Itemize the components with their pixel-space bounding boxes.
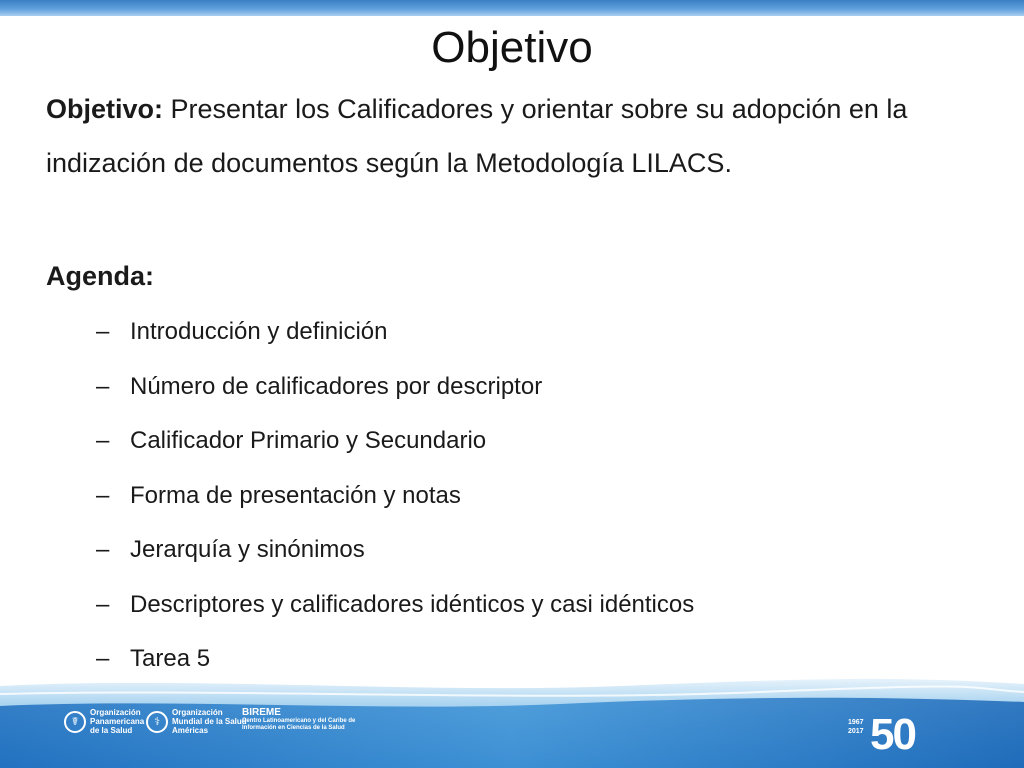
objective-label: Objetivo:: [46, 94, 164, 124]
agenda-item-text: Jerarquía y sinónimos: [130, 536, 365, 563]
bireme-logo: [242, 708, 355, 732]
ops-logo-text: Organización Panamericana de la Salud: [90, 708, 145, 735]
agenda-bullet: –: [96, 372, 110, 400]
agenda-item-text: Introducción y definición: [130, 318, 388, 345]
ops-emblem-icon: ☤: [64, 711, 86, 733]
anniversary-logo: [848, 710, 938, 760]
agenda-item-text: Calificador Primario y Secundario: [130, 427, 487, 454]
agenda-label: Agenda:: [46, 261, 154, 291]
agenda-item: [96, 587, 694, 642]
anniversary-years: 1967 2017: [848, 719, 864, 735]
agenda-item: [96, 532, 694, 587]
agenda-bullet: –: [96, 427, 110, 454]
agenda-item: [96, 478, 694, 533]
agenda-bullet: –: [96, 590, 110, 618]
objective-text: Presentar los Calificadores y orientar sobre su adopción en la indización de documentos según la Metodología LILACS.: [46, 94, 908, 178]
slide-title: Objetivo: [431, 23, 593, 72]
agenda-item-text: Forma de presentación y notas: [130, 481, 461, 509]
objective-paragraph: [46, 82, 986, 190]
agenda-bullet: –: [96, 318, 110, 345]
agenda-item: [96, 423, 694, 478]
oms-logo-text: Organización Mundial de la Salud Américas: [172, 708, 247, 735]
oms-emblem-icon: ⚕: [146, 711, 168, 733]
oms-logo: [146, 708, 247, 735]
agenda-bullet: –: [96, 645, 110, 672]
agenda-item: [96, 369, 694, 424]
agenda-item-text: Descriptores y calificadores idénticos y casi idénticos: [130, 590, 695, 618]
ops-logo: [64, 708, 144, 735]
top-header-band: [0, 0, 1024, 16]
bireme-name: BIREME: [242, 707, 281, 718]
agenda-item: [96, 314, 694, 369]
agenda-item-text: Tarea 5: [130, 645, 211, 672]
agenda-bullet: –: [96, 536, 110, 563]
anniversary-number: 50: [870, 710, 915, 759]
agenda-list: [96, 314, 694, 696]
bireme-text: Centro Latinoamericano y del Caribe de Información en Ciencias de la Salud: [242, 718, 356, 731]
agenda-bullet: –: [96, 481, 110, 509]
agenda-item-text: Número de calificadores por descriptor: [130, 372, 543, 400]
